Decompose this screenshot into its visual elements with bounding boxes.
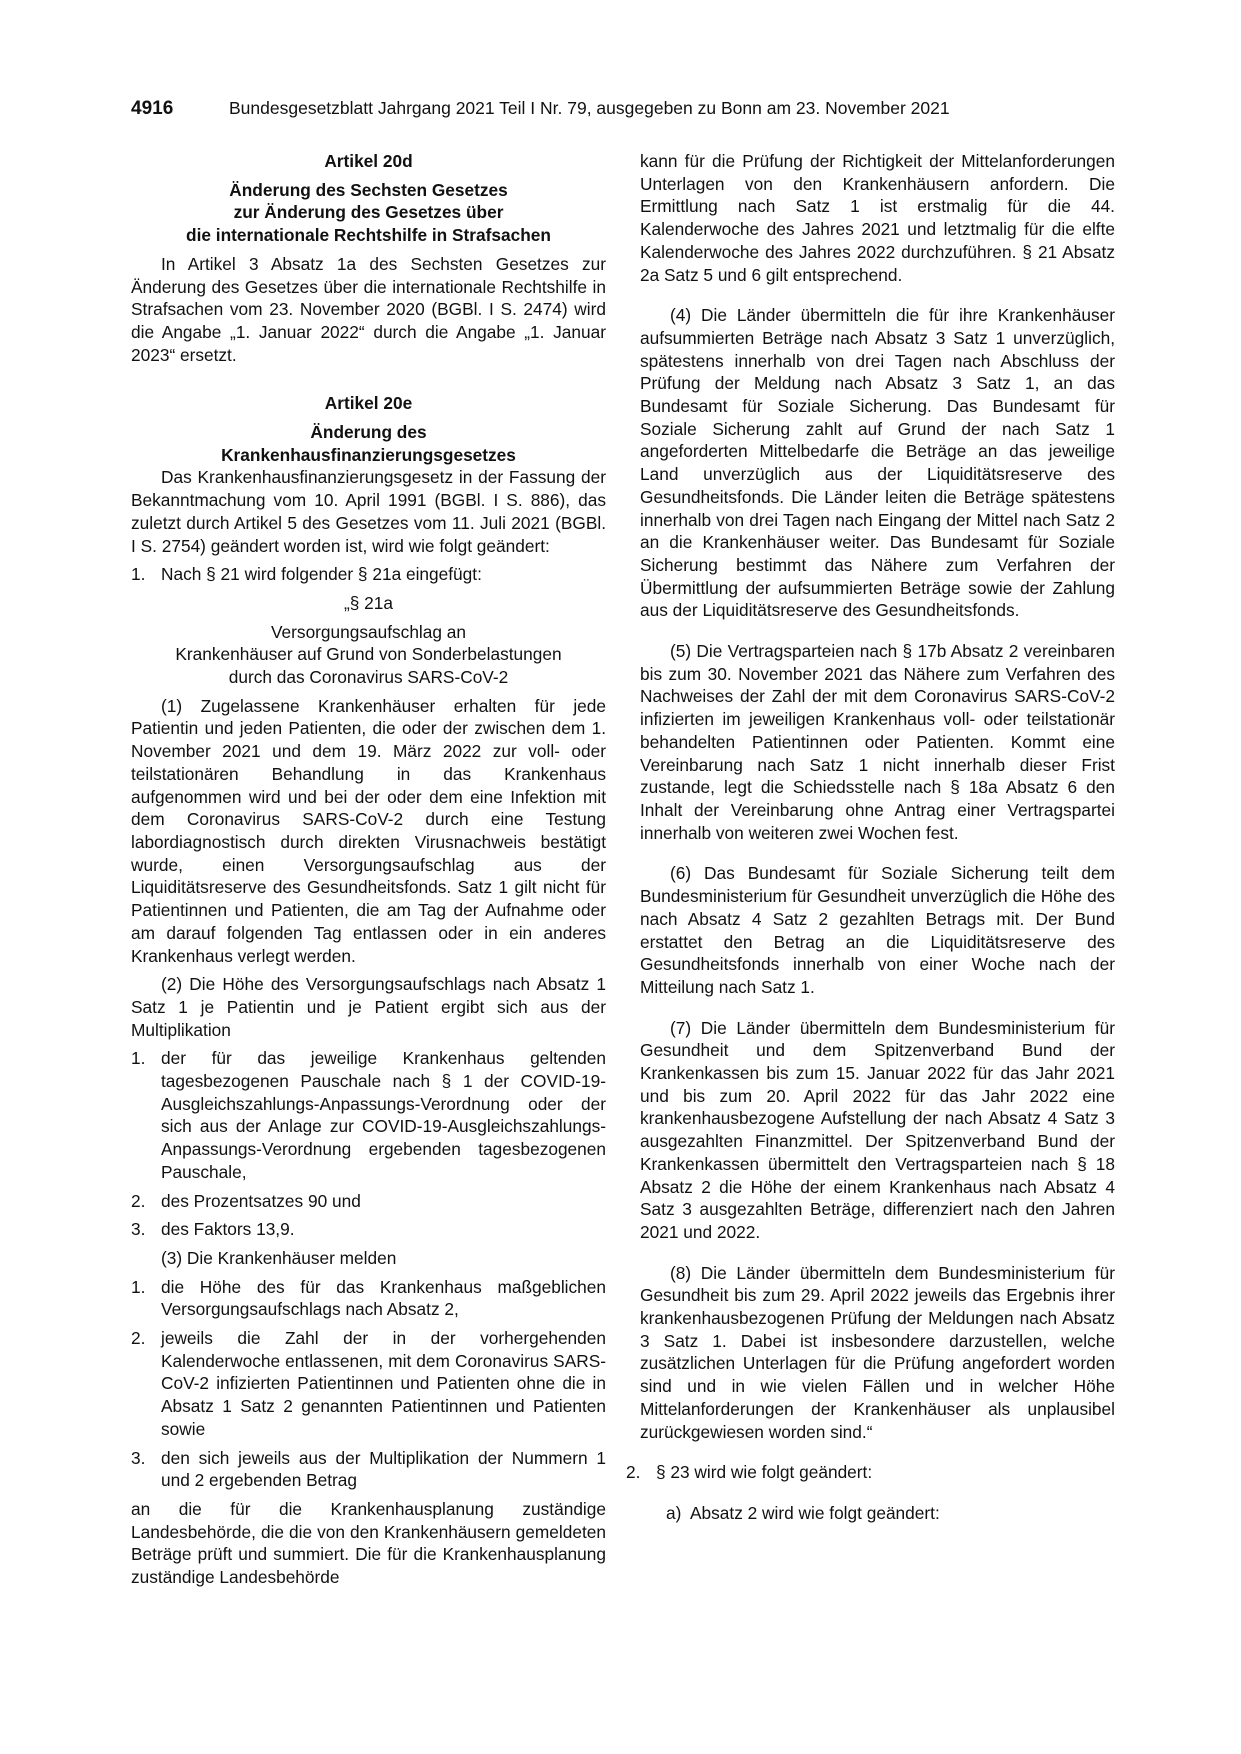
paragraph-abs7: (7) Die Länder übermitteln dem Bundesministerium für Gesundheit und dem Spitzenverband Bund der Krankenkassen bis zum 15. Januar 2022 für das Jahr 2021 und bis zum 20. April 2022 für das Jahr 2022 eine krankenhausbezogene Aufstellung der nach Absatz 4 Satz 3 ausgezahlten Finanzmittel. Der Spitzenverband Bund der Krankenkassen übermittelt den Vertragsparteien nach § 18 Absatz 2 die Höhe der einem Krankenhaus nach Absatz 4 Satz 3 ausgezahlten Beträge, differenziert nach den Jahren 2021 und 2022. <box>640 1017 1115 1242</box>
list-number: 1. <box>131 564 146 585</box>
article-20e-heading: Artikel 20e <box>324 393 413 414</box>
list-item <box>666 1502 1115 1525</box>
article-20d-title <box>131 179 606 247</box>
list-letter: a) <box>666 1502 682 1523</box>
list-text: § 23 wird wie folgt geändert: <box>656 1462 873 1483</box>
paragraph-abs3-continued: kann für die Prüfung der Richtigkeit der Mittelanforderungen Unterlagen von den Krankenhäusern anfordern. Die Ermittlung nach Satz 1 ist erstmalig für die 44. Kalenderwoche des Jahres 2021 und letztmalig für die elfte Kalenderwoche des Jahres 2022 durchzuführen. § 21 Absatz 2a Satz 5 und 6 gilt entsprechend. <box>640 151 1115 285</box>
list-text: den sich jeweils aus der Multiplikation der Nummern 1 und 2 ergebenden Betrag <box>161 1447 606 1491</box>
list-number: 2. <box>131 1328 146 1349</box>
list-number: 2. <box>131 1190 146 1211</box>
article-20e-title-line: Krankenhausfinanzierungsgesetzes <box>221 444 516 465</box>
paragraph-abs3-tail: an die für die Krankenhausplanung zuständige Landesbehörde, die die von den Krankenhäusern gemeldeten Beträge prüft und summiert. Die für die Krankenhausplanung zuständige Landesbehörde <box>131 1498 606 1588</box>
section-title <box>131 621 606 689</box>
list-item <box>131 1276 606 1321</box>
list-item <box>131 1047 606 1183</box>
list-text: Nach § 21 wird folgender § 21a eingefügt: <box>161 564 482 585</box>
section-title-line: Krankenhäuser auf Grund von Sonderbelastungen <box>175 644 562 665</box>
section-title-line: Versorgungsaufschlag an <box>270 621 467 642</box>
list-number: 3. <box>131 1219 146 1240</box>
paragraph-abs5: (5) Die Vertragsparteien nach § 17b Absatz 2 vereinbaren bis zum 30. November 2021 das Nähere zum Verfahren des Nachweises der Zahl der mit dem Coronavirus SARS-CoV-2 infizierten im jeweiligen Krankenhaus voll- oder teilstationär behandelten Patientinnen oder Patienten. Kommt eine Vereinbarung nach Satz 1 nicht innerhalb dieser Frist zustande, legt die Schiedsstelle nach § 18a Absatz 6 den Inhalt der Vereinbarung ohne Antrag einer Vertragspartei innerhalb von weiteren zwei Wochen fest. <box>640 641 1115 843</box>
paragraph-abs1: (1) Zugelassene Krankenhäuser erhalten für jede Patientin und jeden Patienten, die oder der zwischen dem 1. November 2021 und dem 19. März 2022 zur voll- oder teilstationären Behandlung in das Krankenhaus aufgenommen wird und bei der oder dem eine Infektion mit dem Coronavirus SARS-CoV-2 durch eine Testung labordiagnostisch durch direkten Virusnachweis bestätigt wurde, einen Versorgungsaufschlag aus der Liquiditätsreserve des Gesundheitsfonds. Satz 1 gilt nicht für Patientinnen und Patienten, die am Tag der Aufnahme oder am darauf folgenden Tag entlassen oder in ein anderes Krankenhaus verlegt werden. <box>131 695 606 966</box>
article-20d-title-line: die internationale Rechtshilfe in Strafsachen <box>186 225 551 246</box>
article-20d-heading: Artikel 20d <box>324 151 413 171</box>
paragraph-abs3: (3) Die Krankenhäuser melden <box>161 1247 397 1268</box>
list-text: Absatz 2 wird wie folgt geändert: <box>690 1502 940 1523</box>
paragraph-abs6: (6) Das Bundesamt für Soziale Sicherung teilt dem Bundesministerium für Gesundheit unverzüglich die Höhe des nach Absatz 4 Satz 2 gezahlten Betrags mit. Der Bund erstattet den Betrag an die Liquiditätsreserve des Gesundheitsfonds innerhalb von einer Woche nach der Mitteilung nach Satz 1. <box>640 863 1115 997</box>
list-number: 1. <box>131 1048 146 1069</box>
article-20e-intro: Das Krankenhausfinanzierungsgesetz in der Fassung der Bekanntmachung vom 10. April 1991 (BGBl. I S. 886), das zuletzt durch Artikel 5 des Gesetzes vom 11. Juli 2021 (BGBl. I S. 2754) geändert worden ist, wird wie folgt geändert: <box>131 467 606 556</box>
list-item <box>626 1461 1115 1484</box>
list-text: jeweils die Zahl der in der vorhergehenden Kalenderwoche entlassenen, mit dem Coronavirus SARS-CoV-2 infizierten Patientinnen und Patienten ohne die in Absatz 1 Satz 2 genannten Patientinnen und Patienten sowie <box>161 1328 606 1439</box>
article-20d-body: In Artikel 3 Absatz 1a des Sechsten Gesetzes zur Änderung des Gesetzes über die internationale Rechtshilfe in Strafsachen vom 23. November 2020 (BGBl. I S. 2474) wird die Angabe „1. Januar 2022“ durch die Angabe „1. Januar 2023“ ersetzt. <box>131 253 606 365</box>
article-20d-title-line: Änderung des Sechsten Gesetzes <box>229 179 508 200</box>
list-number: 3. <box>131 1447 146 1468</box>
list-text: der für das jeweilige Krankenhaus geltenden tagesbezogenen Pauschale nach § 1 der COVID-19-Ausgleichszahlungs-Anpassungs-Verordnung oder der sich aus der Anlage zur COVID-19-Ausgleichszahlungs-Anpassungs-Verordnung ergebenden tagesbezogenen Pauschale, <box>161 1048 606 1182</box>
running-header <box>131 98 1121 120</box>
list-item <box>131 1218 606 1241</box>
list-item <box>131 1327 606 1441</box>
list-item <box>131 1447 606 1492</box>
list-item <box>131 1190 606 1213</box>
paragraph-abs4: (4) Die Länder übermitteln die für ihre Krankenhäuser aufsummierten Beträge nach Absatz 3 Satz 1 unverzüglich, spätestens innerhalb von drei Tagen nach Abschluss der Prüfung der Meldung nach Absatz 3 Satz 1, an das Bundesamt für Soziale Sicherung. Das Bundesamt für Soziale Sicherung zahlt auf Grund der nach Satz 1 angeforderten Mittelbedarfe die Beträge an das jeweilige Land unverzüglich aus der Liquiditätsreserve des Gesundheitsfonds. Die Länder leiten die Beträge spätestens innerhalb von drei Tagen nach Eingang der Mittel nach Satz 2 an die Krankenhäuser weiter. Das Bundesamt für Soziale Sicherung bestimmt das Nähere zum Verfahren der Übermittlung der aufsummierten Beträge sowie der Zahlung aus der Liquiditätsreserve des Gesundheitsfonds. <box>640 305 1115 621</box>
list-number: 1. <box>131 1276 146 1297</box>
left-column <box>131 150 606 1589</box>
article-20d-title-line: zur Änderung des Gesetzes über <box>233 202 504 223</box>
paragraph-abs8: (8) Die Länder übermitteln dem Bundesministerium für Gesundheit bis zum 29. April 2022 jeweils das Ergebnis ihrer krankenhausbezogenen Prüfung der Meldungen nach Absatz 3 Satz 1. Dabei ist insbesondere darzustellen, welche zusätzlichen Unterlagen für die Prüfung angefordert worden sind und in wie vielen Fällen und in welcher Höhe Mittelanforderungen der Krankenhäuser als unplausibel zurückgewiesen worden sind.“ <box>640 1262 1115 1442</box>
article-20e-title-line: Änderung des <box>310 422 427 443</box>
list-item <box>131 563 606 586</box>
list-text: des Prozentsatzes 90 und <box>161 1190 361 1211</box>
list-text: des Faktors 13,9. <box>161 1219 295 1240</box>
paragraph-abs2: (2) Die Höhe des Versorgungsaufschlags nach Absatz 1 Satz 1 je Patientin und je Patient ergibt sich aus der Multiplikation <box>131 974 606 1040</box>
list-number: 2. <box>626 1462 641 1483</box>
section-title-line: durch das Coronavirus SARS-CoV-2 <box>228 667 509 688</box>
page-number: 4916 <box>131 98 174 119</box>
article-20e-title <box>131 421 606 466</box>
running-title: Bundesgesetzblatt Jahrgang 2021 Teil I Nr. 79, ausgegeben zu Bonn am 23. November 2021 <box>229 98 950 118</box>
right-column <box>626 150 1115 1525</box>
list-text: die Höhe des für das Krankenhaus maßgeblichen Versorgungsaufschlags nach Absatz 2, <box>161 1276 606 1320</box>
section-label: „§ 21a <box>343 592 393 613</box>
